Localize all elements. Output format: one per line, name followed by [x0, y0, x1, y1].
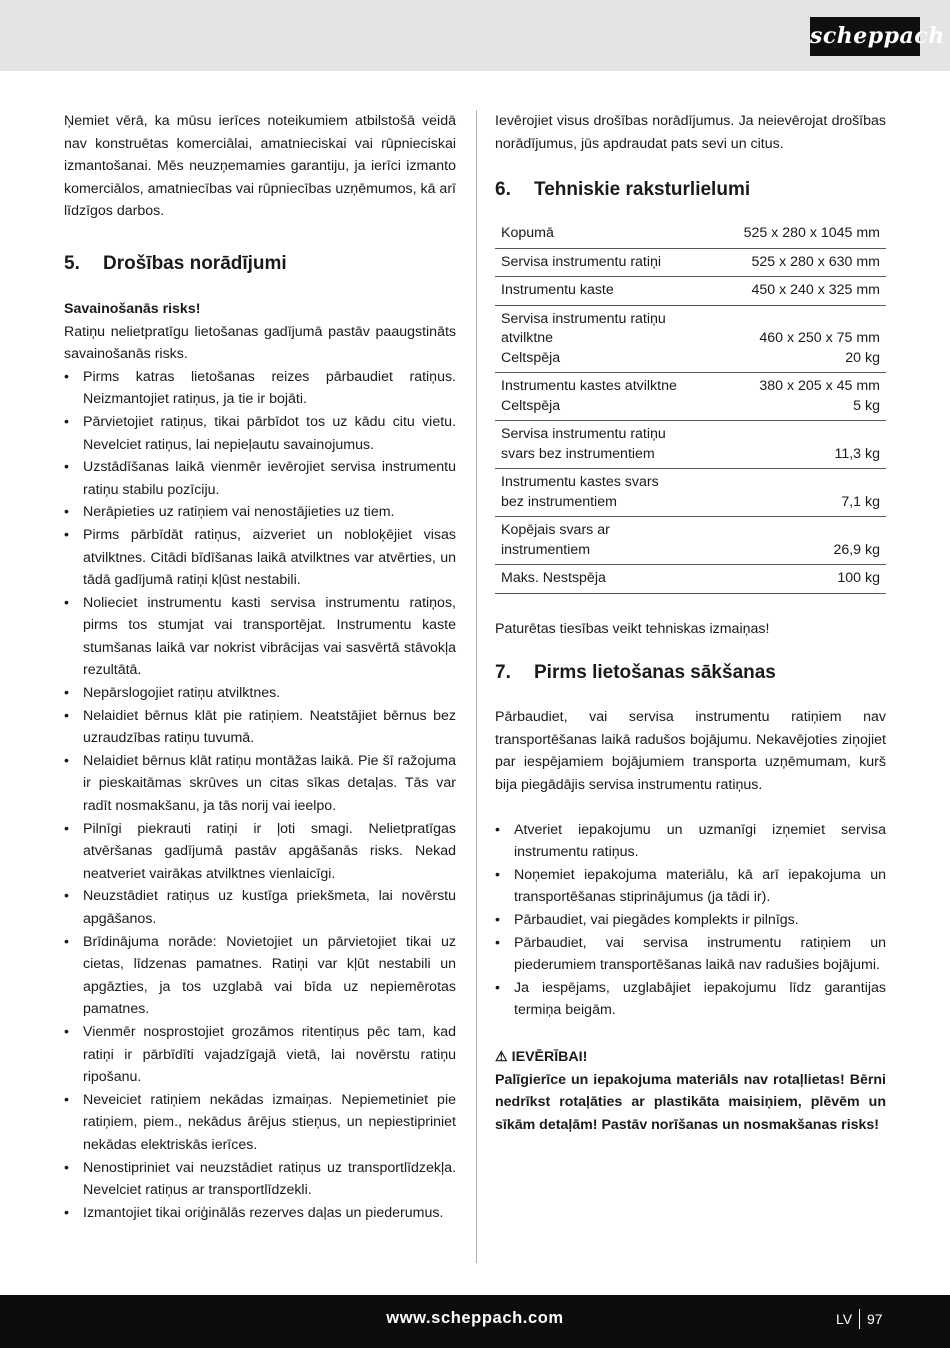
list-item: • Neuzstādiet ratiņus uz kustīga priekšmeta, lai novērstu apgāšanos.	[64, 885, 456, 930]
table-row	[495, 373, 886, 421]
section-7-number: 7.	[495, 662, 511, 684]
column-divider	[476, 110, 477, 1263]
list-item: • Pirms pārbīdāt ratiņus, aizveriet un nobloķējiet visas atvilktnes. Citādi bīdīšanas laikā atvilktnes var atvērties, un tādā gadījumā ratiņi kļūst nestabili.	[64, 524, 456, 592]
table-row	[495, 248, 886, 277]
list-item: • Pilnīgi piekrauti ratiņi ir ļoti smagi. Nelietpratīgas atvēršanas gadījumā pastāv apgāšanās risks. Nekad neatveriet vairākas atvilktnes vienlaicīgi.	[64, 818, 456, 886]
right-column	[495, 110, 886, 1136]
section-7-title: Pirms lietošanas sākšanas	[534, 662, 776, 684]
spec-value: 26,9 kg	[713, 517, 886, 565]
list-item: • Nepārslogojiet ratiņu atvilktnes.	[64, 682, 456, 705]
section-6-heading	[495, 178, 886, 202]
spec-value: 7,1 kg	[713, 469, 886, 517]
list-item: • Atveriet iepakojumu un uzmanīgi izņemiet servisa instrumentu ratiņus.	[495, 819, 886, 864]
spec-label: Servisa instrumentu ratiņu atvilktne Celtspēja	[495, 305, 713, 373]
list-item: • Noņemiet iepakojuma materiālu, kā arī iepakojuma un transportēšanas stiprinājumus (ja tādi ir).	[495, 864, 886, 909]
table-row	[495, 421, 886, 469]
list-item: • Uzstādīšanas laikā vienmēr ievērojiet servisa instrumentu ratiņu stabilu pozīciju.	[64, 456, 456, 501]
warning-title: ⚠ IEVĒRĪBAI!	[495, 1049, 588, 1065]
language-code: LV	[836, 1311, 853, 1327]
list-item: • Nerāpieties uz ratiņiem vai nenostājieties uz tiem.	[64, 501, 456, 524]
section-6-title: Tehniskie raksturlielumi	[534, 179, 751, 201]
list-item: • Ja iespējams, uzglabājiet iepakojumu līdz garantijas termiņa beigām.	[495, 977, 886, 1022]
list-item: • Nelaidiet bērnus klāt pie ratiņiem. Neatstājiet bērnus bez uzraudzības ratiņu tuvumā.	[64, 705, 456, 750]
table-row	[495, 469, 886, 517]
spec-label: Servisa instrumentu ratiņi	[495, 248, 713, 277]
header-band	[0, 0, 950, 71]
spec-value: 380 x 205 x 45 mm 5 kg	[713, 373, 886, 421]
section-7-heading	[495, 661, 886, 685]
spec-value: 450 x 240 x 325 mm	[713, 277, 886, 306]
list-item: • Nenostipriniet vai neuzstādiet ratiņus uz transportlīdzekļa. Nevelciet ratiņus ar transportlīdzekli.	[64, 1157, 456, 1202]
spec-label: Instrumentu kaste	[495, 277, 713, 306]
footer-bar	[0, 1295, 950, 1348]
technical-changes-note: Paturētas tiesības veikt tehniskas izmaiņas!	[495, 620, 770, 637]
spec-value: 525 x 280 x 1045 mm	[713, 220, 886, 248]
section-5-number: 5.	[64, 252, 80, 274]
list-item: • Izmantojiet tikai oriģinālās rezerves daļas un piederumus.	[64, 1202, 456, 1225]
spec-label: Instrumentu kastes svars bez instrumentiem	[495, 469, 713, 517]
spec-value: 460 x 250 x 75 mm 20 kg	[713, 305, 886, 373]
list-item: • Nelaidiet bērnus klāt ratiņu montāžas laikā. Pie šī ražojuma ir pieskaitāmas skrūves un citas sīkas detaļas. Tās var radīt nosmakšanu, ja tās norij vai ieelpo.	[64, 750, 456, 818]
spec-label: Maks. Nestspēja	[495, 565, 713, 594]
list-item: • Pārvietojiet ratiņus, tikai pārbīdot tos uz kādu citu vietu. Nevelciet ratiņus, lai nepieļautu savainojumus.	[64, 411, 456, 456]
list-item: • Nolieciet instrumentu kasti servisa instrumentu ratiņos, pirms tos stumjat vai transportējat. Instrumentu kaste stumšanas laikā var nokrist vibrācijas vai sasvērtā stāvokļa rezultātā.	[64, 592, 456, 682]
list-item: • Pirms katras lietošanas reizes pārbaudiet ratiņus. Neizmantojiet ratiņus, ja tie ir bojāti.	[64, 366, 456, 411]
spec-label: Kopējais svars ar instrumentiem	[495, 517, 713, 565]
table-row	[495, 305, 886, 373]
right-intro-paragraph: Ievērojiet visus drošības norādījumus. Ja neievērojat drošības norādījumus, jūs apdraudat pats sevi un citus.	[495, 113, 886, 152]
page-number: 97	[867, 1311, 883, 1327]
list-item: • Pārbaudiet, vai servisa instrumentu ratiņiem un piederumiem transportēšanas laikā nav radušies bojājumi.	[495, 932, 886, 977]
spec-label: Kopumā	[495, 220, 713, 248]
injury-risk-subtitle: Savainošanās risks!	[64, 300, 201, 317]
list-item: • Neveiciet ratiņiem nekādas izmaiņas. Nepiemetiniet pie ratiņiem, piem., nekādus ārējus stieņus, un nepiestipriniet nekādas elektriskās ierīces.	[64, 1089, 456, 1157]
left-column	[64, 110, 456, 1224]
spec-value: 100 kg	[713, 565, 886, 594]
startup-checklist	[495, 819, 886, 1022]
specs-table	[495, 220, 886, 594]
warning-text: Palīgierīce un iepakojuma materiāls nav rotaļlietas! Bērni nedrīkst rotaļāties ar plastikāta maisiņiem, plēvēm un sīkām detaļām! Pastāv norīšanas un nosmakšanas risks!	[495, 1071, 886, 1133]
spec-label: Servisa instrumentu ratiņu svars bez instrumentiem	[495, 421, 713, 469]
spec-value: 525 x 280 x 630 mm	[713, 248, 886, 277]
intro-paragraph: Ņemiet vērā, ka mūsu ierīces noteikumiem atbilstošā veidā nav konstruētas komerciālai, amatnieciskai vai rūpnieciskai izmantošanai. Mēs neuzņemamies garantiju, ja ierīci izmanto komerciālos, amatniecības vai rūpniecības uzņēmumos, kā arī līdzīgos darbos.	[64, 113, 456, 220]
safety-list	[64, 366, 456, 1225]
table-row	[495, 277, 886, 306]
section-5-title: Drošības norādījumi	[103, 252, 287, 274]
website-link[interactable]: www.scheppach.com	[386, 1309, 564, 1327]
list-item: • Vienmēr nosprostojiet grozāmos ritentiņus pēc tam, kad ratiņi ir pārbīdīti vajadzīgajā vietā, lai novērstu ratiņu ripošanu.	[64, 1021, 456, 1089]
list-item: • Brīdinājuma norāde: Novietojiet un pārvietojiet tikai uz cietas, līdzenas pamatnes. Ratiņi var kļūt nestabili un apgāzties, ja tos uzglabā vai bīda uz nepiemērotas pamatnes.	[64, 931, 456, 1021]
footer-separator	[859, 1309, 860, 1329]
section-6-number: 6.	[495, 179, 511, 201]
scheppach-logo: scheppach	[810, 17, 920, 56]
section-7-intro: Pārbaudiet, vai servisa instrumentu ratiņiem nav transportēšanas laikā radušos bojājumu. Nekavējoties ziņojiet par iespējamiem bojājumiem transporta uzņēmumam, kurš bija piegādājis servisa instrumentu ratiņus.	[495, 709, 886, 794]
spec-label: Instrumentu kastes atvilktne Celtspēja	[495, 373, 713, 421]
section-5-intro: Ratiņu nelietpratīgu lietošanas gadījumā pastāv paaugstināts savainošanās risks.	[64, 323, 456, 363]
section-5-heading	[64, 252, 456, 276]
list-item: • Pārbaudiet, vai piegādes komplekts ir pilnīgs.	[495, 909, 886, 932]
spec-value: 11,3 kg	[713, 421, 886, 469]
table-row	[495, 565, 886, 594]
table-row	[495, 517, 886, 565]
table-row	[495, 220, 886, 248]
